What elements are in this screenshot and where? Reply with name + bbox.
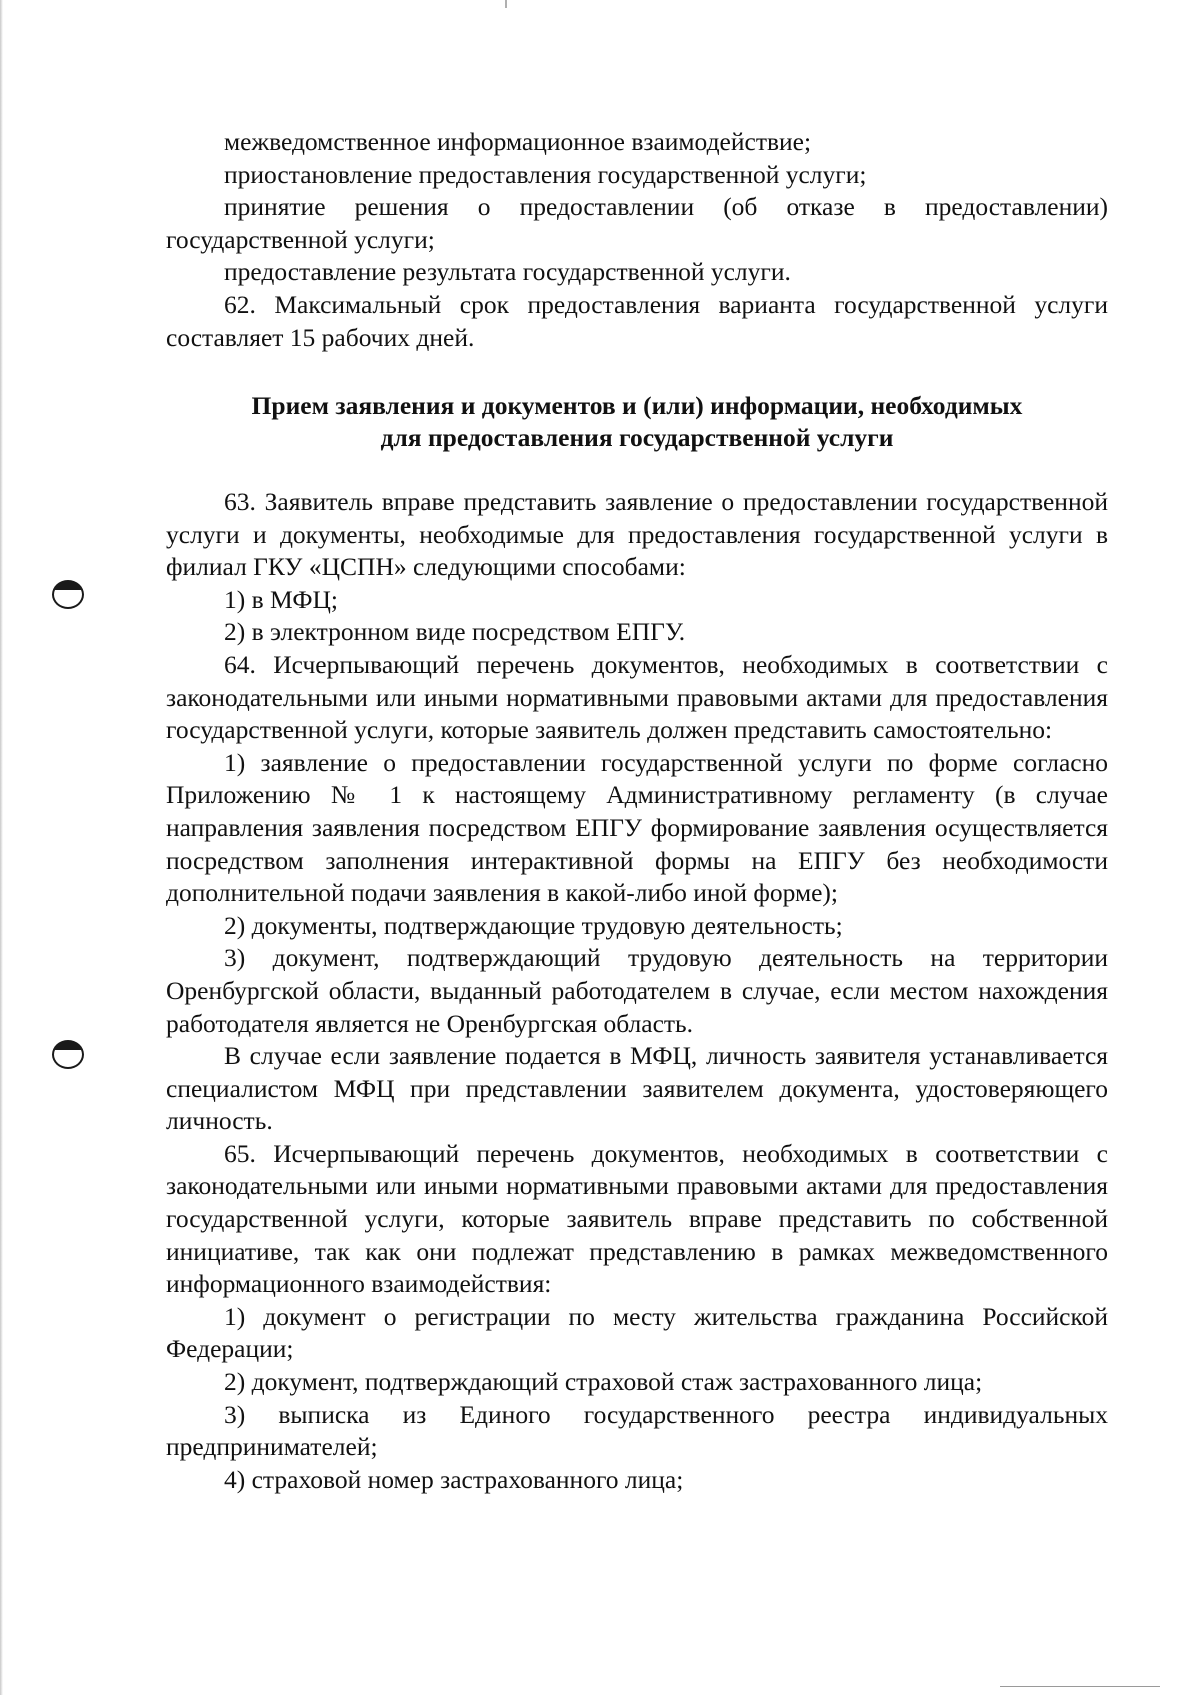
list-item: 2) документы, подтверждающие трудовую деятельность; bbox=[224, 910, 843, 940]
list-item: 2) документ, подтверждающий страховой стаж застрахованного лица; bbox=[224, 1367, 983, 1397]
paragraph-65: 65. Исчерпывающий перечень документов, необходимых в соответствии с законодательными или иными нормативными правовыми актами для предоставления государственной услуги, которые заявитель вправе представить по собственной инициативе, так как они подлежат представлению в рамках межведомственного информационного взаимодействия: bbox=[166, 1138, 1108, 1299]
list-item: 2) в электронном виде посредством ЕПГУ. bbox=[224, 617, 686, 647]
list-item: 1) документ о регистрации по месту жительства гражданина Российской Федерации; bbox=[166, 1301, 1108, 1364]
main-text-block bbox=[166, 486, 1108, 1496]
scan-footer-marks bbox=[1000, 1686, 1160, 1689]
list-item: 1) заявление о предоставлении государственной услуги по форме согласно Приложению № 1 к настоящему Административному регламенту (в случае направления заявления посредством ЕПГУ формирование заявления осуществляется посредством заполнения интерактивной формы на ЕПГУ без необходимости дополнительной подачи заявления в какой-либо иной форме); bbox=[166, 747, 1108, 908]
heading-line: для предоставления государственной услуги bbox=[380, 423, 894, 452]
section-heading bbox=[166, 390, 1108, 454]
paragraph-62: 62. Максимальный срок предоставления варианта государственной услуги составляет 15 рабочих дней. bbox=[166, 289, 1108, 352]
list-item: 4) страховой номер застрахованного лица; bbox=[224, 1464, 684, 1494]
paragraph: приостановление предоставления государственной услуги; bbox=[224, 159, 867, 189]
paragraph: В случае если заявление подается в МФЦ, личность заявителя устанавливается специалистом МФЦ при представлении заявителем документа, удостоверяющего личность. bbox=[166, 1041, 1108, 1136]
punch-hole-icon bbox=[52, 1040, 84, 1069]
paragraph: предоставление результата государственной услуги. bbox=[224, 257, 791, 287]
heading-line: Прием заявления и документов и (или) информации, необходимых bbox=[251, 391, 1023, 420]
list-item: 1) в МФЦ; bbox=[224, 584, 339, 614]
list-item: 3) документ, подтверждающий трудовую деятельность на территории Оренбургской области, выданный работодателем в случае, если местом нахождения работодателя является не Оренбургская область. bbox=[166, 943, 1108, 1038]
paragraph: межведомственное информационное взаимодействие; bbox=[224, 127, 812, 156]
paragraph: принятие решения о предоставлении (об отказе в предоставлении) государственной услуги; bbox=[166, 192, 1108, 254]
paragraph-63: 63. Заявитель вправе представить заявление о предоставлении государственной услуги и документы, необходимые для предоставления государственной услуги в филиал ГКУ «ЦСПН» следующими способами: bbox=[166, 487, 1108, 582]
list-item: 3) выписка из Единого государственного реестра индивидуальных предпринимателей; bbox=[166, 1399, 1108, 1462]
scan-speck bbox=[505, 0, 507, 8]
top-text-block bbox=[166, 126, 1108, 354]
scan-edge-shadow bbox=[0, 0, 3, 1695]
paragraph-64: 64. Исчерпывающий перечень документов, необходимых в соответствии с законодательными или иными нормативными правовыми актами для предоставления государственной услуги, которые заявитель должен представить самостоятельно: bbox=[166, 649, 1108, 745]
punch-hole-icon bbox=[52, 580, 84, 609]
